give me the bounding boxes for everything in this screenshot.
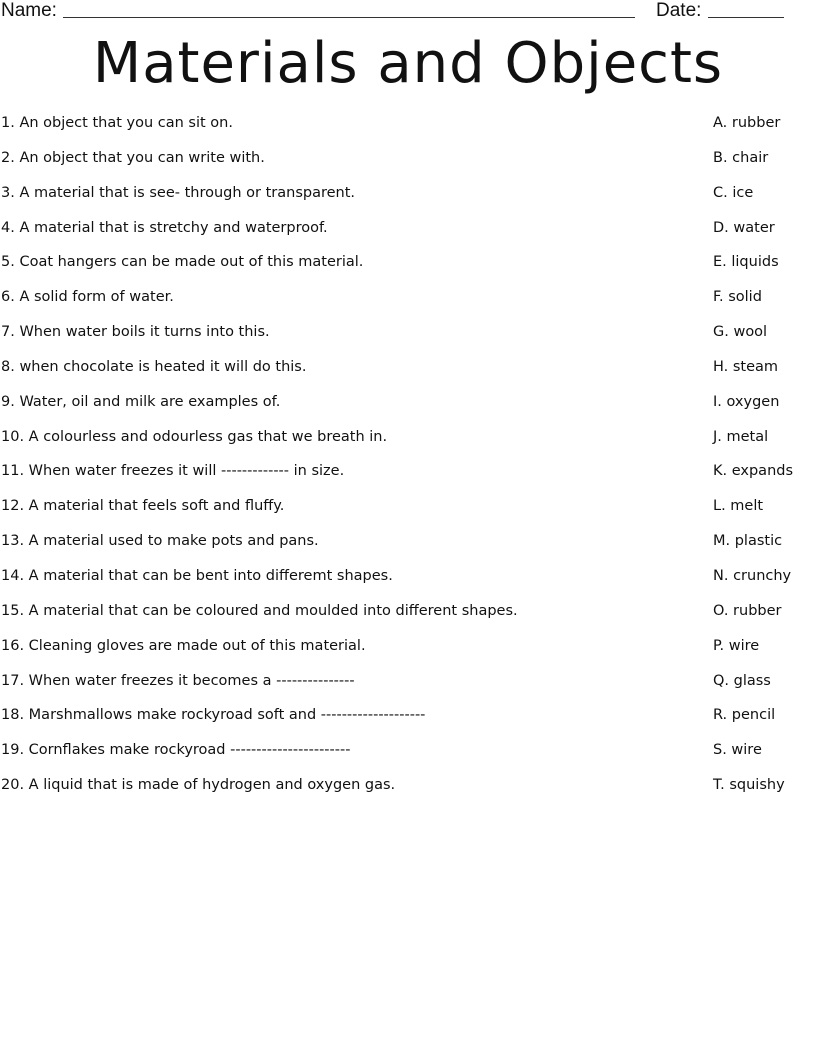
- clue-text: 12. A material that feels soft and fluffy.: [1, 498, 285, 515]
- list-item: [0, 321, 816, 356]
- answer-option: L. melt: [713, 498, 764, 515]
- clue-text: 7. When water boils it turns into this.: [1, 324, 270, 341]
- answer-option: S. wire: [713, 742, 762, 759]
- list-item: [0, 530, 816, 565]
- page-title: Materials and Objects: [92, 31, 724, 96]
- answer-option: R. pencil: [713, 707, 776, 724]
- list-item: [0, 670, 816, 705]
- list-item: [0, 251, 816, 286]
- answer-option: J. metal: [713, 428, 769, 445]
- clue-text: 5. Coat hangers can be made out of this material.: [1, 254, 364, 271]
- clue-text: 2. An object that you can write with.: [1, 149, 265, 166]
- list-item: [0, 739, 816, 774]
- list-item: [0, 147, 816, 182]
- answer-option: A. rubber: [713, 115, 781, 131]
- list-item: [0, 774, 816, 809]
- answer-option: Q. glass: [713, 672, 771, 689]
- clue-text: 16. Cleaning gloves are made out of this material.: [1, 637, 366, 654]
- date-blank-line: [708, 17, 784, 18]
- clue-text: 18. Marshmallows make rockyroad soft and --------------------: [1, 707, 426, 724]
- clue-text: 11. When water freezes it will ------------- in size.: [1, 463, 345, 480]
- answer-option: G. wool: [713, 324, 768, 341]
- answer-option: P. wire: [713, 637, 760, 654]
- clue-text: 15. A material that can be coloured and moulded into different shapes.: [1, 602, 518, 619]
- list-item: [0, 356, 816, 391]
- list-item: [0, 460, 816, 495]
- clue-text: 19. Cornflakes make rockyroad -----------------------: [1, 742, 351, 759]
- list-item: [0, 182, 816, 217]
- clue-text: 13. A material used to make pots and pans.: [1, 533, 319, 550]
- clue-text: 4. A material that is stretchy and waterproof.: [1, 219, 328, 236]
- clue-text: 6. A solid form of water.: [1, 289, 174, 306]
- name-label: Name:: [1, 0, 57, 21]
- answer-option: M. plastic: [713, 533, 783, 550]
- clue-text: 9. Water, oil and milk are examples of.: [1, 393, 281, 410]
- matching-list: [0, 112, 816, 809]
- answer-option: D. water: [713, 219, 775, 236]
- clue-text: 3. A material that is see- through or transparent.: [1, 184, 356, 201]
- answer-option: N. crunchy: [713, 567, 792, 584]
- list-item: [0, 704, 816, 739]
- answer-option: K. expands: [713, 463, 794, 480]
- list-item: [0, 112, 816, 147]
- answer-option: C. ice: [713, 184, 754, 201]
- list-item: [0, 286, 816, 321]
- list-item: [0, 600, 816, 635]
- answer-option: O. rubber: [713, 602, 782, 619]
- clue-text: 14. A material that can be bent into differemt shapes.: [1, 567, 393, 584]
- list-item: [0, 217, 816, 252]
- answer-option: E. liquids: [713, 254, 779, 271]
- list-item: [0, 391, 816, 426]
- date-label: Date:: [656, 0, 702, 21]
- answer-option: H. steam: [713, 358, 779, 375]
- clue-text: 10. A colourless and odourless gas that we breath in.: [1, 428, 388, 445]
- list-item: [0, 565, 816, 600]
- answer-option: F. solid: [713, 289, 762, 306]
- list-item: [0, 635, 816, 670]
- answer-option: T. squishy: [713, 777, 785, 794]
- name-blank-line: [63, 17, 635, 18]
- clue-text: 20. A liquid that is made of hydrogen and oxygen gas.: [1, 777, 396, 794]
- answer-option: I. oxygen: [713, 393, 780, 410]
- list-item: [0, 426, 816, 461]
- clue-text: 1. An object that you can sit on.: [1, 115, 233, 131]
- answer-option: B. chair: [713, 149, 769, 166]
- clue-text: 8. when chocolate is heated it will do this.: [1, 358, 307, 375]
- list-item: [0, 495, 816, 530]
- clue-text: 17. When water freezes it becomes a ---------------: [1, 672, 355, 689]
- worksheet-header: [0, 0, 816, 26]
